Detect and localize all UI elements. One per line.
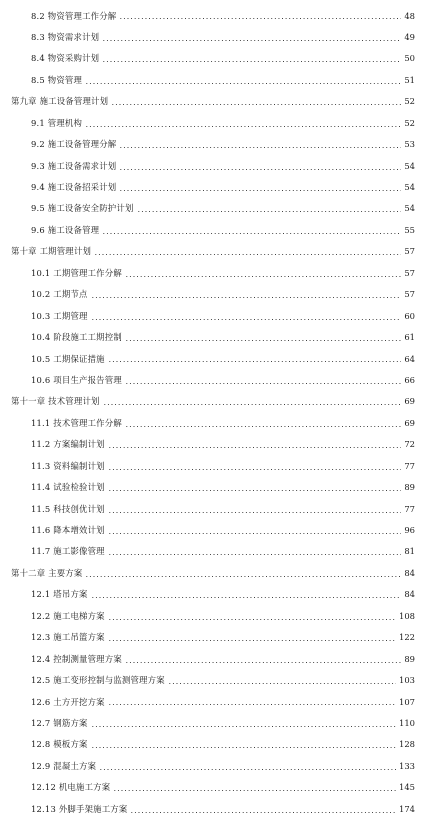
toc-section-entry[interactable] (0, 26, 443, 47)
toc-chapter-entry[interactable] (0, 241, 443, 262)
toc-entry-title: 12.5 施工变形控制与监测管理方案 (31, 675, 165, 686)
toc-entry-page-number: 57 (404, 246, 415, 257)
toc-entry-title: 12.9 混凝土方案 (31, 760, 97, 771)
dot-leader (125, 662, 401, 663)
toc-entry-title: 11.1 技术管理工作分解 (31, 417, 122, 428)
toc-entry-title: 9.6 施工设备管理 (31, 224, 100, 235)
toc-entry-page-number: 77 (404, 503, 415, 514)
toc-entry-page-number: 69 (404, 396, 415, 407)
toc-section-entry[interactable] (0, 691, 443, 712)
dot-leader (85, 126, 401, 127)
dot-leader (125, 276, 401, 277)
toc-entry-title: 11.3 资料编制计划 (31, 460, 105, 471)
dot-leader (102, 40, 401, 41)
toc-section-entry[interactable] (0, 455, 443, 476)
toc-entry-title: 8.3 物资需求计划 (31, 31, 100, 42)
dot-leader (94, 254, 401, 255)
toc-entry-title: 12.3 施工吊篮方案 (31, 632, 105, 643)
toc-entry-page-number: 122 (399, 632, 415, 643)
toc-entry-page-number: 81 (404, 546, 415, 557)
toc-entry-page-number: 128 (399, 739, 415, 750)
toc-entry-page-number: 51 (404, 74, 415, 85)
dot-leader (91, 747, 396, 748)
toc-section-entry[interactable] (0, 477, 443, 498)
toc-section-entry[interactable] (0, 5, 443, 26)
toc-entry-page-number: 145 (399, 782, 415, 793)
toc-entry-title: 9.5 施工设备安全防护计划 (31, 203, 134, 214)
dot-leader (119, 18, 401, 19)
toc-chapter-entry[interactable] (0, 562, 443, 583)
toc-section-entry[interactable] (0, 112, 443, 133)
toc-section-entry[interactable] (0, 434, 443, 455)
toc-entry-title: 10.6 项目生产报告管理 (31, 374, 122, 385)
dot-leader (108, 533, 402, 534)
toc-entry-page-number: 72 (404, 439, 415, 450)
dot-leader (125, 340, 401, 341)
toc-section-entry[interactable] (0, 348, 443, 369)
toc-entry-page-number: 66 (404, 374, 415, 385)
toc-section-entry[interactable] (0, 777, 443, 798)
toc-section-entry[interactable] (0, 584, 443, 605)
dot-leader (108, 361, 402, 362)
dot-leader (125, 383, 401, 384)
toc-entry-page-number: 52 (404, 117, 415, 128)
toc-entry-title: 10.1 工期管理工作分解 (31, 267, 122, 278)
toc-entry-page-number: 89 (404, 653, 415, 664)
dot-leader (91, 297, 402, 298)
toc-entry-title: 12.6 土方开挖方案 (31, 696, 105, 707)
toc-entry-title: 12.2 施工电梯方案 (31, 610, 105, 621)
toc-entry-title: 10.3 工期管理 (31, 310, 88, 321)
toc-section-entry[interactable] (0, 155, 443, 176)
dot-leader (91, 319, 402, 320)
dot-leader (137, 211, 402, 212)
toc-entry-title: 11.4 试验检验计划 (31, 482, 105, 493)
toc-chapter-entry[interactable] (0, 391, 443, 412)
toc-entry-page-number: 89 (404, 482, 415, 493)
dot-leader (103, 404, 402, 405)
toc-entry-title: 9.4 施工设备招采计划 (31, 182, 117, 193)
dot-leader (119, 169, 401, 170)
toc-section-entry[interactable] (0, 48, 443, 69)
toc-entry-title: 第十章 工期管理计划 (11, 246, 92, 257)
toc-section-entry[interactable] (0, 734, 443, 755)
toc-entry-page-number: 55 (404, 224, 415, 235)
toc-entry-page-number: 64 (404, 353, 415, 364)
dot-leader (119, 190, 401, 191)
toc-section-entry[interactable] (0, 648, 443, 669)
toc-entry-title: 12.1 塔吊方案 (31, 589, 88, 600)
toc-section-entry[interactable] (0, 134, 443, 155)
dot-leader (108, 554, 402, 555)
table-of-contents (0, 5, 443, 820)
toc-entry-title: 12.12 机电施工方案 (31, 782, 111, 793)
toc-entry-page-number: 133 (399, 760, 415, 771)
toc-section-entry[interactable] (0, 69, 443, 90)
dot-leader (108, 619, 396, 620)
toc-entry-title: 12.8 模板方案 (31, 739, 88, 750)
dot-leader (91, 726, 396, 727)
toc-entry-title: 8.2 物资管理工作分解 (31, 10, 117, 21)
toc-entry-page-number: 96 (404, 525, 415, 536)
toc-entry-title: 9.2 施工设备管理分解 (31, 139, 117, 150)
dot-leader (168, 683, 396, 684)
toc-entry-page-number: 50 (404, 53, 415, 64)
toc-entry-title: 第九章 施工设备管理计划 (11, 96, 109, 107)
toc-entry-page-number: 57 (404, 289, 415, 300)
toc-entry-page-number: 61 (404, 332, 415, 343)
toc-entry-title: 12.13 外脚手架施工方案 (31, 803, 128, 814)
toc-entry-title: 8.4 物资采购计划 (31, 53, 100, 64)
toc-chapter-entry[interactable] (0, 91, 443, 112)
dot-leader (99, 769, 396, 770)
toc-section-entry[interactable] (0, 520, 443, 541)
toc-entry-title: 9.3 施工设备需求计划 (31, 160, 117, 171)
dot-leader (102, 61, 401, 62)
toc-entry-page-number: 84 (404, 567, 415, 578)
toc-section-entry[interactable] (0, 219, 443, 240)
toc-entry-page-number: 108 (399, 610, 415, 621)
toc-entry-page-number: 69 (404, 417, 415, 428)
toc-section-entry[interactable] (0, 262, 443, 283)
toc-section-entry[interactable] (0, 412, 443, 433)
toc-section-entry[interactable] (0, 605, 443, 626)
toc-entry-title: 第十一章 技术管理计划 (11, 396, 100, 407)
toc-entry-page-number: 110 (399, 717, 415, 728)
toc-entry-page-number: 53 (404, 139, 415, 150)
dot-leader (125, 426, 401, 427)
toc-section-entry[interactable] (0, 369, 443, 390)
toc-entry-page-number: 60 (404, 310, 415, 321)
toc-section-entry[interactable] (0, 712, 443, 733)
dot-leader (102, 233, 401, 234)
toc-entry-title: 第十二章 主要方案 (11, 567, 83, 578)
toc-entry-page-number: 57 (404, 267, 415, 278)
toc-entry-page-number: 174 (399, 803, 415, 814)
dot-leader (108, 704, 396, 705)
dot-leader (108, 512, 402, 513)
toc-entry-page-number: 49 (404, 31, 415, 42)
dot-leader (108, 490, 402, 491)
toc-entry-title: 10.2 工期节点 (31, 289, 88, 300)
toc-entry-title: 11.2 方案编制计划 (31, 439, 105, 450)
toc-section-entry[interactable] (0, 198, 443, 219)
dot-leader (111, 104, 401, 105)
toc-entry-title: 12.7 钢筋方案 (31, 717, 88, 728)
toc-section-entry[interactable] (0, 327, 443, 348)
toc-section-entry[interactable] (0, 627, 443, 648)
dot-leader (91, 597, 402, 598)
dot-leader (85, 576, 401, 577)
toc-entry-page-number: 103 (399, 675, 415, 686)
toc-entry-title: 9.1 管理机构 (31, 117, 83, 128)
toc-section-entry[interactable] (0, 798, 443, 819)
toc-entry-title: 10.4 阶段施工工期控制 (31, 332, 122, 343)
dot-leader (130, 812, 396, 813)
dot-leader (108, 640, 396, 641)
toc-entry-page-number: 54 (404, 203, 415, 214)
toc-section-entry[interactable] (0, 177, 443, 198)
toc-entry-page-number: 84 (404, 589, 415, 600)
toc-entry-page-number: 48 (404, 10, 415, 21)
toc-section-entry[interactable] (0, 755, 443, 776)
toc-entry-page-number: 77 (404, 460, 415, 471)
toc-entry-title: 11.5 科技创优计划 (31, 503, 105, 514)
toc-entry-title: 8.5 物资管理 (31, 74, 83, 85)
toc-section-entry[interactable] (0, 284, 443, 305)
toc-section-entry[interactable] (0, 670, 443, 691)
toc-entry-page-number: 107 (399, 696, 415, 707)
toc-entry-title: 11.6 降本增效计划 (31, 525, 105, 536)
toc-entry-title: 12.4 控制测量管理方案 (31, 653, 122, 664)
toc-entry-page-number: 52 (404, 96, 415, 107)
toc-entry-page-number: 54 (404, 160, 415, 171)
toc-section-entry[interactable] (0, 498, 443, 519)
dot-leader (119, 147, 401, 148)
toc-section-entry[interactable] (0, 305, 443, 326)
toc-entry-page-number: 54 (404, 182, 415, 193)
toc-section-entry[interactable] (0, 541, 443, 562)
toc-entry-title: 10.5 工期保证措施 (31, 353, 105, 364)
dot-leader (85, 83, 401, 84)
dot-leader (113, 790, 396, 791)
dot-leader (108, 447, 402, 448)
toc-entry-title: 11.7 施工影像管理 (31, 546, 105, 557)
dot-leader (108, 469, 402, 470)
